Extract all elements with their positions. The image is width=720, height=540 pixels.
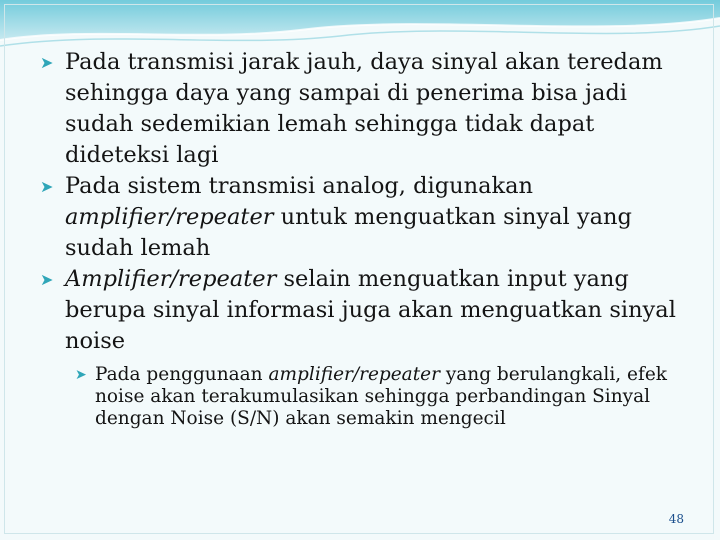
bullet-3-term: Amplifier/repeater <box>65 266 277 292</box>
bullet-2 <box>40 171 680 264</box>
bullet-2-text-a: Pada sistem transmisi analog, digunakan <box>65 173 534 199</box>
bullet-2-term: amplifier/repeater <box>65 204 274 230</box>
page-number: 48 <box>668 512 684 526</box>
bullet-3 <box>40 264 680 357</box>
arrow-bullet-icon: ➤ <box>75 367 87 383</box>
top-wave-decoration <box>0 0 720 52</box>
sub-bullet <box>40 364 680 430</box>
sub-bullet-text-b: yang berulangkali, efek noise akan terakumulasikan sehingga perbandingan Sinyal dengan Noise (S/N) akan semakin mengecil <box>95 364 667 429</box>
arrow-bullet-icon: ➤ <box>40 177 54 196</box>
arrow-bullet-icon: ➤ <box>40 270 54 289</box>
bullet-1-text: Pada transmisi jarak jauh, daya sinyal akan teredam sehingga daya yang sampai di penerima bisa jadi sudah sedemikian lemah sehingga tidak dapat dideteksi lagi <box>65 49 663 168</box>
sub-bullet-term: amplifier/repeater <box>268 364 440 385</box>
content-area <box>40 47 680 449</box>
arrow-bullet-icon: ➤ <box>40 53 54 72</box>
bullet-1 <box>40 47 680 171</box>
bullet-3-text: selain menguatkan input yang berupa sinyal informasi juga akan menguatkan sinyal noise <box>65 266 676 354</box>
sub-bullet-text-a: Pada penggunaan <box>95 364 269 385</box>
bullet-2-text-b: untuk menguatkan sinyal yang sudah lemah <box>65 204 632 261</box>
